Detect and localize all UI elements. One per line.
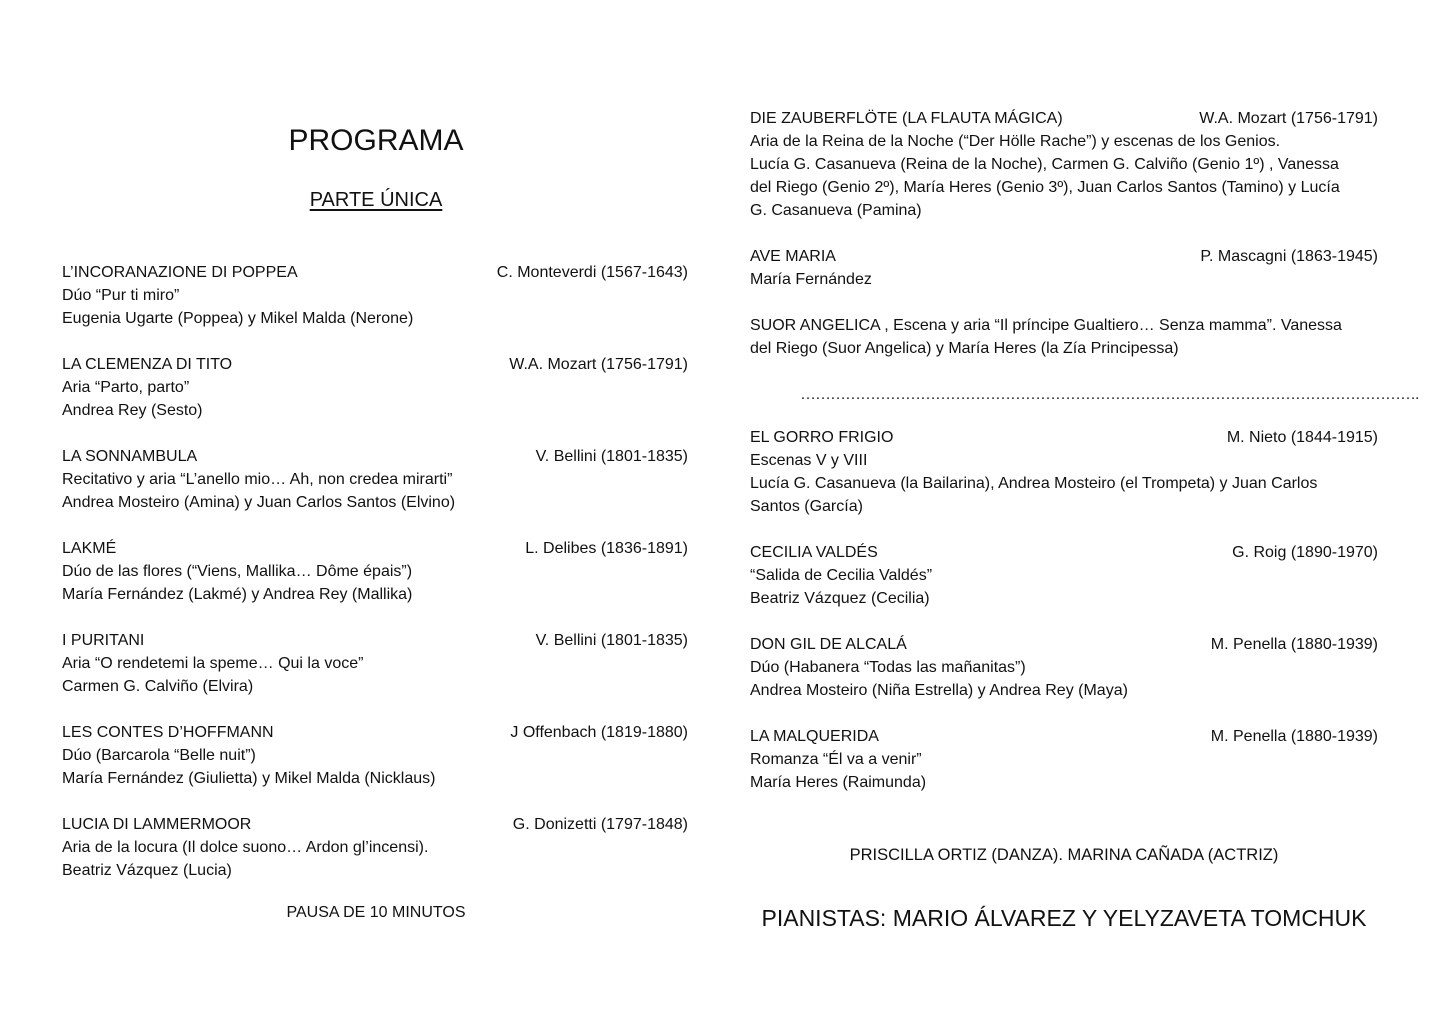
entry-heading-line (62, 629, 688, 652)
work-title: LA SONNAMBULA (62, 448, 198, 465)
composer-name: L. Delibes (1836-1891) (525, 540, 688, 557)
composer-name: C. Monteverdi (1567-1643) (496, 264, 688, 281)
program-entry (750, 633, 1378, 702)
entry-detail-line: María Fernández (750, 271, 872, 288)
separator-dots: ……………………………………………………………………………………………………………. (800, 386, 1419, 403)
composer-name: M. Penella (1880-1939) (1210, 728, 1378, 745)
entry-heading-line (750, 541, 1378, 564)
entry-detail-line: Dúo de las flores (“Viens, Mallika… Dôme épais”) (62, 563, 413, 580)
entry-detail-line: del Riego (Suor Angelica) y María Heres (la Zía Principessa) (750, 340, 1179, 357)
entry-detail-line: Andrea Mosteiro (Niña Estrella) y Andrea Rey (Maya) (750, 682, 1128, 699)
entry-detail-line: Dúo “Pur ti miro” (62, 287, 180, 304)
program-entry (62, 353, 688, 422)
entry-heading-line (62, 261, 688, 284)
entry-detail-line: Andrea Mosteiro (Amina) y Juan Carlos Santos (Elvino) (62, 494, 456, 511)
section-subtitle (0, 189, 752, 212)
composer-name: J Offenbach (1819-1880) (510, 724, 688, 741)
entry-heading-line (62, 813, 688, 836)
entry-detail-line: Beatriz Vázquez (Cecilia) (750, 590, 930, 607)
work-title: SUOR ANGELICA , Escena y aria “Il príncipe Gualtiero… Senza mamma”. Vanessa (750, 317, 1342, 334)
entry-detail-line: María Fernández (Giulietta) y Mikel Malda (Nicklaus) (62, 770, 436, 787)
program-left-column (62, 261, 688, 905)
composer-name: M. Penella (1880-1939) (1210, 636, 1378, 653)
entry-heading-line (62, 721, 688, 744)
entry-detail-line: Aria de la locura (Il dolce suono… Ardon gl’incensi). (62, 839, 429, 856)
composer-name: V. Bellini (1801-1835) (535, 632, 688, 649)
entry-heading-line (62, 537, 688, 560)
work-title: DON GIL DE ALCALÁ (750, 636, 907, 653)
pianists-credit: PIANISTAS: MARIO ÁLVAREZ Y YELYZAVETA TOMCHUK (761, 905, 1367, 931)
program-right-column (750, 107, 1419, 817)
program-entry (62, 261, 688, 330)
work-title: LA CLEMENZA DI TITO (62, 356, 233, 373)
work-title: CECILIA VALDÉS (750, 544, 878, 561)
entry-heading-line (750, 107, 1378, 130)
work-title: I PURITANI (62, 632, 145, 649)
work-title: LES CONTES D’HOFFMANN (62, 724, 274, 741)
entry-detail-line: María Fernández (Lakmé) y Andrea Rey (Mallika) (62, 586, 413, 603)
entry-detail-line: Escenas V y VIII (750, 452, 868, 469)
work-title: LUCIA DI LAMMERMOOR (62, 816, 252, 833)
work-title: DIE ZAUBERFLÖTE (LA FLAUTA MÁGICA) (750, 110, 1063, 127)
entry-detail-line: Aria “O rendetemi la speme… Qui la voce” (62, 655, 364, 672)
program-entry (750, 245, 1378, 291)
composer-name: P. Mascagni (1863-1945) (1200, 248, 1378, 265)
entry-detail-line: Lucía G. Casanueva (la Bailarina), Andrea Mosteiro (el Trompeta) y Juan Carlos (750, 475, 1318, 492)
entry-detail-line: Aria “Parto, parto” (62, 379, 190, 396)
work-title: AVE MARIA (750, 248, 836, 265)
composer-name: W.A. Mozart (1756-1791) (1199, 110, 1378, 127)
composer-name: V. Bellini (1801-1835) (535, 448, 688, 465)
pause-note: PAUSA DE 10 MINUTOS (286, 904, 466, 921)
program-entry (750, 426, 1378, 518)
entry-detail-line: Dúo (Habanera “Todas las mañanitas”) (750, 659, 1026, 676)
entry-detail-line: Dúo (Barcarola “Belle nuit”) (62, 747, 256, 764)
program-entry (62, 721, 688, 790)
entry-detail-line: Lucía G. Casanueva (Reina de la Noche), Carmen G. Calviño (Genio 1º) , Vanessa (750, 156, 1339, 173)
entry-detail-line: del Riego (Genio 2º), María Heres (Genio 3º), Juan Carlos Santos (Tamino) y Lucía (750, 179, 1340, 196)
program-entry (750, 541, 1378, 610)
entry-heading-line (750, 633, 1378, 656)
composer-name: G. Roig (1890-1970) (1232, 544, 1378, 561)
entry-detail-line: Romanza “Él va a venir” (750, 751, 922, 768)
work-title: EL GORRO FRIGIO (750, 429, 894, 446)
page-title: PROGRAMA (288, 124, 464, 157)
work-title: LAKMÉ (62, 540, 117, 557)
program-entry (62, 813, 688, 882)
entry-detail-line: Carmen G. Calviño (Elvira) (62, 678, 254, 695)
program-entry (62, 629, 688, 698)
entry-detail-line: Beatriz Vázquez (Lucia) (62, 862, 232, 879)
entry-heading-line (750, 426, 1378, 449)
entry-detail-line: María Heres (Raimunda) (750, 774, 927, 791)
composer-name: M. Nieto (1844-1915) (1226, 429, 1378, 446)
program-entry (750, 107, 1378, 222)
entry-detail-line: G. Casanueva (Pamina) (750, 202, 922, 219)
entry-heading-line (750, 725, 1378, 748)
entry-heading-line (750, 245, 1378, 268)
composer-name: W.A. Mozart (1756-1791) (509, 356, 688, 373)
program-entry (62, 445, 688, 514)
work-title: LA MALQUERIDA (750, 728, 879, 745)
dance-actress-credit: PRISCILLA ORTIZ (DANZA). MARINA CAÑADA (ACTRIZ) (849, 846, 1279, 864)
entry-detail-line: Aria de la Reina de la Noche (“Der Hölle Rache”) y escenas de los Genios. (750, 133, 1281, 150)
program-entry (62, 537, 688, 606)
section-subtitle-text: PARTE ÚNICA (309, 189, 443, 211)
entry-detail-line: “Salida de Cecilia Valdés” (750, 567, 933, 584)
entry-detail-line: Eugenia Ugarte (Poppea) y Mikel Malda (Nerone) (62, 310, 414, 327)
entry-detail-line: Santos (García) (750, 498, 863, 515)
entry-heading-line (62, 353, 688, 376)
entry-detail-line: Andrea Rey (Sesto) (62, 402, 203, 419)
entry-heading-line (750, 314, 1378, 337)
composer-name: G. Donizetti (1797-1848) (512, 816, 688, 833)
entry-heading-line (62, 445, 688, 468)
program-entry (750, 725, 1378, 794)
program-entry (750, 314, 1378, 360)
work-title: L’INCORANAZIONE DI POPPEA (62, 264, 298, 281)
entry-detail-line: Recitativo y aria “L’anello mio… Ah, non credea mirarti” (62, 471, 453, 488)
